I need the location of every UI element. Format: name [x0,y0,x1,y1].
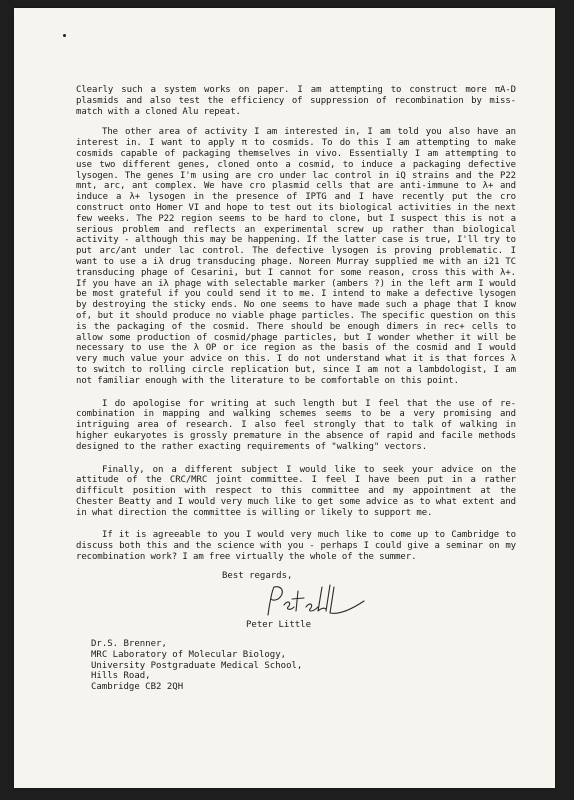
letter-body [76,85,516,575]
signer-name: Peter Little [246,620,312,630]
address-line: MRC Laboratory of Molecular Biology, [91,649,287,660]
paragraph-4: Finally, on a different subject I would like to seek your advice on the attitude of the CRC/MRC joint committee. I feel I have been put in a rather difficult position with respect to this committee and my appointment at the Chester Beatty and I would very much like to get some advice as to what extent and in what direction the committee is willing or likely to support me. [76,464,516,518]
paragraph-1: Clearly such a system works on paper. I am attempting to construct more πA-D plasmids and also test the efficiency of suppression of recombination by miss-match with a cloned Alu repeat. [76,85,516,117]
handwritten-signature [260,581,370,623]
paragraph-5: If it is agreeable to you I would very much like to come up to Cambridge to discuss both this and the science with you - perhaps I could give a seminar on my recombination work? I am free virtually the whole of the summer. [76,530,516,563]
paragraph-3: I do apologise for writing at such length but I feel that the use of re-combination in mapping and walking schemes seems to be a very promising and intriguing area of research. I also feel strongly that to talk of walking in higher eukaryotes is grossly premature in the absence of rapid and facile methods designed to the rather exacting requirements of "walking" vectors. [76,398,516,452]
address-line: Cambridge CB2 2QH [91,682,184,693]
recipient-address [91,639,302,693]
address-line: University Postgraduate Medical School, [91,660,303,671]
closing-salutation: Best regards, [222,571,293,581]
address-line: Hills Road, [91,671,151,682]
letter-page [14,8,555,788]
paragraph-2: The other area of activity I am interested in, I am told you also have an interest in. I want to apply π to cosmids. To do this I am attempting to make cosmids capable of packaging themselves in vivo. Essentially I am attempting to use two different genes, cloned onto a cosmid, to induce a packaging defective lysogen. The genes I'm using are cro under lac control in iQ strains and the P22 mnt, arc, ant complex. We have cro plasmid cells that are anti-immune to λ+ and induce a λ+ lysogen in the presence of IPTG and I have recently put the cro construct onto Homer VI and hope to test out its biological activities in the next few weeks. The P22 region seems to be hard to clone, but I suspect this is not a serious problem and reflects an experimental screw up rather than biological activity - although this may be happening. If the latter case is true, I'll try to put arc/ant under lac control. The defective lysogen is proving problematic. I want to use a iλ drug transducing phage. Noreen Murray supplied me with an i21 TC transducing phage of Cesarini, but I cannot for some reason, cross this with λ+. If you have an iλ phage with selectable marker (ambers ?) in the left arm I would be most grateful if you could send it to me. I intend to make a defective lysogen by destroying the sticky ends. No one seems to have made such a phage that I know of, but it should produce no viable phage particles. The specific question on this is the packaging of the cosmid. There should be enough dimers in rec+ cells to allow some production of cosmid/phage particles, but I wonder whether it will be necessary to use the λ OP or ice region as the basis of the cosmid and I would very much value your advice on this. I do not understand what it is that forces λ to switch to rolling circle replication but, since I am not a lambdologist, I am not familiar enough with the literature to be comfortable on this point. [76,127,516,386]
ink-dot [63,34,66,37]
address-line: Dr.S. Brenner, [91,639,167,649]
